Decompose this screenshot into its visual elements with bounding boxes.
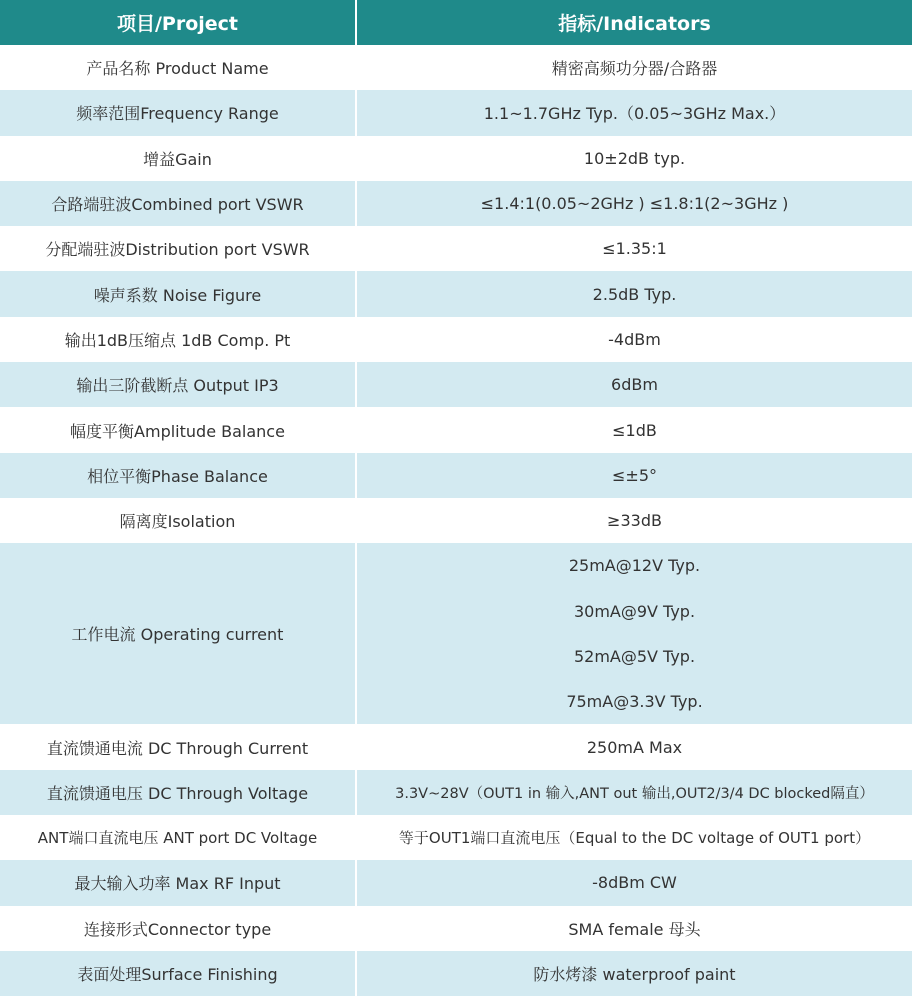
row-label: 输出1dB压缩点 1dB Comp. Pt [0, 317, 356, 362]
row-value: ≤1.35:1 [356, 226, 912, 271]
table-row [0, 226, 912, 271]
table-body [0, 45, 912, 996]
row-value: 等于OUT1端口直流电压（Equal to the DC voltage of OUT1 port） [356, 815, 912, 860]
table-row [0, 770, 912, 815]
row-value: 3.3V~28V（OUT1 in 输入,ANT out 输出,OUT2/3/4 DC blocked隔直） [356, 770, 912, 815]
row-value: 精密高频功分器/合路器 [356, 45, 912, 90]
row-value: 6dBm [356, 362, 912, 407]
operating-current-value: 30mA@9V Typ. [573, 601, 696, 621]
operating-current-value: 52mA@5V Typ. [573, 646, 696, 666]
table-row [0, 815, 912, 860]
column-header-project: 项目/Project [0, 0, 356, 45]
table-row [0, 498, 912, 543]
row-value: ≤1dB [356, 407, 912, 452]
row-label: 分配端驻波Distribution port VSWR [0, 226, 356, 271]
table-row [0, 906, 912, 951]
table-row [0, 951, 912, 996]
table-row [0, 724, 912, 769]
operating-current-values [357, 543, 912, 724]
table-row [0, 181, 912, 226]
table-row [0, 271, 912, 316]
column-header-indicators: 指标/Indicators [356, 0, 912, 45]
row-value: 1.1~1.7GHz Typ.（0.05~3GHz Max.） [356, 90, 912, 135]
row-label: ANT端口直流电压 ANT port DC Voltage [0, 815, 356, 860]
row-value: 10±2dB typ. [356, 136, 912, 181]
row-value: SMA female 母头 [356, 906, 912, 951]
row-label: 合路端驻波Combined port VSWR [0, 181, 356, 226]
table-row-operating-current [0, 543, 912, 724]
table-row [0, 90, 912, 135]
row-value: -8dBm CW [356, 860, 912, 905]
row-label: 产品名称 Product Name [0, 45, 356, 90]
table-row [0, 860, 912, 905]
table-row [0, 362, 912, 407]
table-row [0, 453, 912, 498]
row-label: 隔离度Isolation [0, 498, 356, 543]
row-label: 噪声系数 Noise Figure [0, 271, 356, 316]
table-row [0, 45, 912, 90]
table-header [0, 0, 912, 45]
row-label: 输出三阶截断点 Output IP3 [0, 362, 356, 407]
row-label: 直流馈通电压 DC Through Voltage [0, 770, 356, 815]
row-label: 连接形式Connector type [0, 906, 356, 951]
row-value: 2.5dB Typ. [356, 271, 912, 316]
operating-current-value: 75mA@3.3V Typ. [566, 692, 703, 712]
table-row [0, 317, 912, 362]
row-label: 表面处理Surface Finishing [0, 951, 356, 996]
row-label: 相位平衡Phase Balance [0, 453, 356, 498]
row-label: 增益Gain [0, 136, 356, 181]
row-label: 频率范围Frequency Range [0, 90, 356, 135]
row-label: 工作电流 Operating current [0, 543, 356, 724]
table-row [0, 136, 912, 181]
row-value: 防水烤漆 waterproof paint [356, 951, 912, 996]
row-value: ≥33dB [356, 498, 912, 543]
table-row [0, 407, 912, 452]
row-label: 幅度平衡Amplitude Balance [0, 407, 356, 452]
row-label: 最大输入功率 Max RF Input [0, 860, 356, 905]
row-value: -4dBm [356, 317, 912, 362]
row-value: ≤±5° [356, 453, 912, 498]
row-value: 250mA Max [356, 724, 912, 769]
row-label: 直流馈通电流 DC Through Current [0, 724, 356, 769]
row-value-multi [356, 543, 912, 724]
row-value: ≤1.4:1(0.05~2GHz ) ≤1.8:1(2~3GHz ) [356, 181, 912, 226]
operating-current-value: 25mA@12V Typ. [568, 556, 701, 576]
